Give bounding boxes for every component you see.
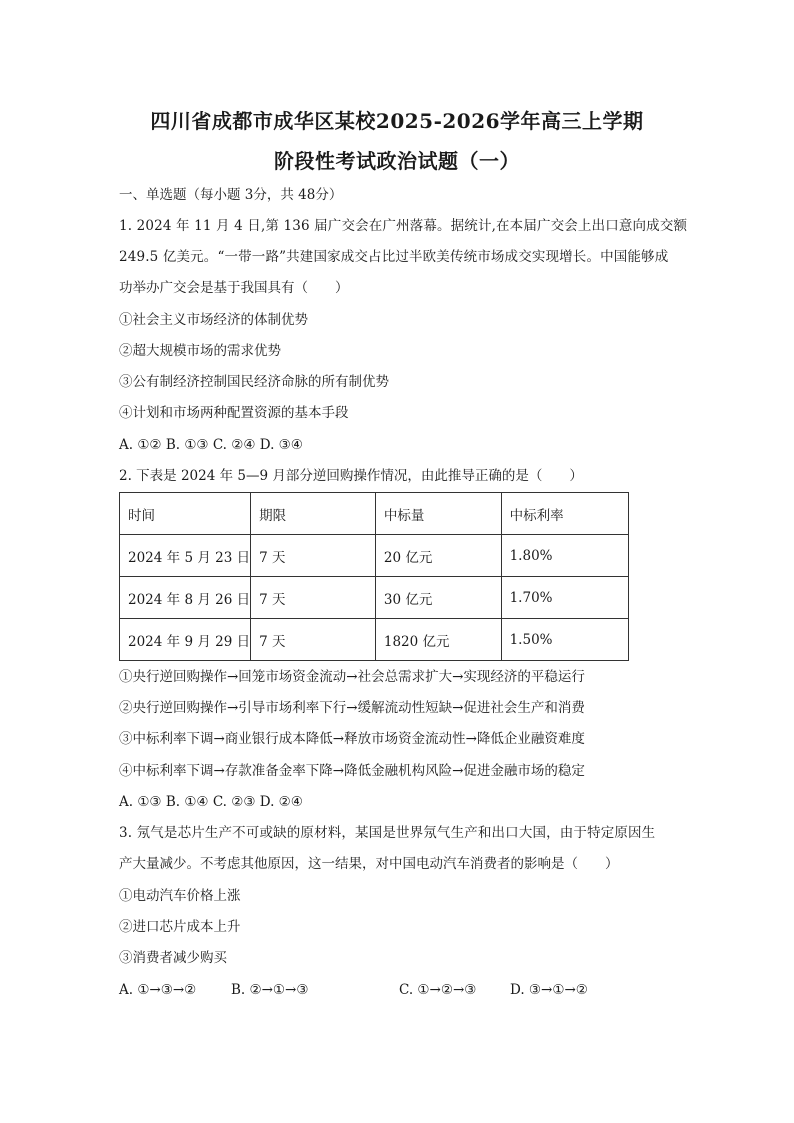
table-cell: 30 亿元: [375, 577, 501, 619]
table-header-cell: 中标量: [375, 493, 501, 535]
table-cell: 7 天: [251, 577, 376, 619]
table-header-cell: 中标利率: [501, 493, 628, 535]
table-cell: 7 天: [251, 535, 376, 577]
q1-item-4: ④计划和市场两种配置资源的基本手段: [119, 405, 349, 421]
q2-item-4: ④中标利率下调→存款准备金率下降→降低金融机构风险→促进金融市场的稳定: [119, 763, 585, 779]
table-row: [120, 577, 629, 619]
reverse-repo-table: [119, 492, 629, 661]
q3-item-3: ③消费者减少购买: [119, 950, 227, 966]
q1-item-1: ①社会主义市场经济的体制优势: [119, 312, 308, 328]
table-row: [120, 619, 629, 661]
q1-options: A. ①② B. ①③ C. ②④ D. ③④: [119, 437, 303, 453]
table-header-cell: 时间: [120, 493, 251, 535]
q1-stem-line3: 功举办广交会是基于我国具有（ ）: [119, 280, 349, 296]
q3-item-2: ②进口芯片成本上升: [119, 919, 241, 935]
table-header-cell: 期限: [251, 493, 376, 535]
table-cell: 1.50%: [501, 619, 628, 661]
section-heading: 一、单选题（每小题 3分，共 48分）: [119, 187, 343, 203]
q1-item-2: ②超大规模市场的需求优势: [119, 343, 281, 359]
table-row: [120, 535, 629, 577]
q3-option-d: D. ③→①→②: [510, 982, 588, 998]
table-cell: 20 亿元: [375, 535, 501, 577]
table-cell: 2024 年 8 月 26 日: [120, 577, 251, 619]
table-cell: 7 天: [251, 619, 376, 661]
q3-stem-line2: 产大量减少。不考虑其他原因，这一结果，对中国电动汽车消费者的影响是（ ）: [119, 856, 619, 872]
q2-options: A. ①③ B. ①④ C. ②③ D. ②④: [119, 794, 303, 810]
table-cell: 1820 亿元: [375, 619, 501, 661]
q3-option-b: B. ②→①→③: [231, 982, 309, 998]
q2-item-3: ③中标利率下调→商业银行成本降低→释放市场资金流动性→降低企业融资难度: [119, 731, 585, 747]
q3-option-a: A. ①→③→②: [119, 982, 197, 998]
q1-item-3: ③公有制经济控制国民经济命脉的所有制优势: [119, 374, 389, 390]
table-cell: 2024 年 9 月 29 日: [120, 619, 251, 661]
q3-item-1: ①电动汽车价格上涨: [119, 888, 241, 904]
q2-item-2: ②央行逆回购操作→引导市场利率下行→缓解流动性短缺→促进社会生产和消费: [119, 700, 585, 716]
exam-title-line1: 四川省成都市成华区某校2025-2026学年高三上学期: [150, 109, 644, 133]
q3-option-c: C. ①→②→③: [399, 982, 477, 998]
q2-item-1: ①央行逆回购操作→回笼市场资金流动→社会总需求扩大→实现经济的平稳运行: [119, 669, 585, 685]
q2-stem: 2. 下表是 2024 年 5—9 月部分逆回购操作情况，由此推导正确的是（ ）: [119, 468, 583, 484]
table-cell: 1.80%: [501, 535, 628, 577]
table-cell: 2024 年 5 月 23 日: [120, 535, 251, 577]
q1-stem-line2: 249.5 亿美元。“一带一路”共建国家成交占比过半欧美传统市场成交实现增长。中国能够成: [119, 249, 669, 265]
exam-title-line2: 阶段性考试政治试题（一）: [274, 149, 520, 173]
q1-stem-line1: 1. 2024 年 11 月 4 日,第 136 届广交会在广州落幕。据统计,在本届广交会上出口意向成交额: [119, 218, 688, 234]
q3-stem-line1: 3. 氖气是芯片生产不可或缺的原材料，某国是世界氖气生产和出口大国，由于特定原因生: [119, 825, 656, 841]
table-header-row: [120, 493, 629, 535]
table-cell: 1.70%: [501, 577, 628, 619]
